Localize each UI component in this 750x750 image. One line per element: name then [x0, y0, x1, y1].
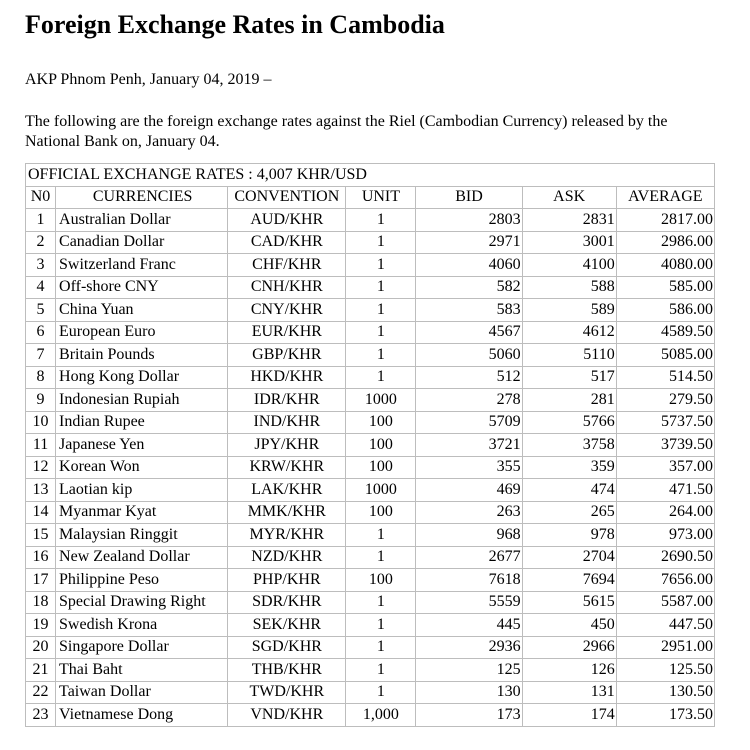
- ask-rate: 131: [522, 681, 616, 704]
- average-rate: 4080.00: [616, 254, 714, 277]
- bid-rate: 7618: [416, 569, 522, 592]
- average-rate: 586.00: [616, 299, 714, 322]
- table-row: [26, 321, 715, 344]
- ask-rate: 126: [522, 659, 616, 682]
- table-row: [26, 299, 715, 322]
- row-number: 23: [26, 704, 56, 727]
- currency-unit: 1: [346, 209, 416, 232]
- currency-unit: 1000: [346, 389, 416, 412]
- currency-name: Japanese Yen: [56, 434, 228, 457]
- exchange-rates-table-container: [25, 163, 715, 727]
- bid-rate: 469: [416, 479, 522, 502]
- currency-name: Singapore Dollar: [56, 636, 228, 659]
- ask-rate: 174: [522, 704, 616, 727]
- currency-unit: 1: [346, 344, 416, 367]
- row-number: 5: [26, 299, 56, 322]
- table-row: [26, 389, 715, 412]
- table-row: [26, 366, 715, 389]
- currency-convention: IDR/KHR: [228, 389, 346, 412]
- average-rate: 5737.50: [616, 411, 714, 434]
- bid-rate: 2803: [416, 209, 522, 232]
- header-convention: CONVENTION: [228, 186, 346, 209]
- average-rate: 173.50: [616, 704, 714, 727]
- currency-convention: LAK/KHR: [228, 479, 346, 502]
- row-number: 2: [26, 231, 56, 254]
- currency-name: European Euro: [56, 321, 228, 344]
- currency-unit: 1: [346, 276, 416, 299]
- currency-name: Vietnamese Dong: [56, 704, 228, 727]
- row-number: 6: [26, 321, 56, 344]
- bid-rate: 173: [416, 704, 522, 727]
- table-row: [26, 546, 715, 569]
- ask-rate: 978: [522, 524, 616, 547]
- bid-rate: 5060: [416, 344, 522, 367]
- ask-rate: 281: [522, 389, 616, 412]
- currency-convention: NZD/KHR: [228, 546, 346, 569]
- average-rate: 2817.00: [616, 209, 714, 232]
- row-number: 12: [26, 456, 56, 479]
- table-row: [26, 704, 715, 727]
- ask-rate: 2966: [522, 636, 616, 659]
- currency-name: Britain Pounds: [56, 344, 228, 367]
- ask-rate: 4612: [522, 321, 616, 344]
- currency-convention: CHF/KHR: [228, 254, 346, 277]
- row-number: 1: [26, 209, 56, 232]
- table-row: [26, 524, 715, 547]
- ask-rate: 7694: [522, 569, 616, 592]
- currency-unit: 1: [346, 636, 416, 659]
- row-number: 13: [26, 479, 56, 502]
- intro-paragraph: The following are the foreign exchange rates against the Riel (Cambodian Currency) released by the National Bank on, January 04.: [25, 113, 668, 150]
- header-average: AVERAGE: [616, 186, 714, 209]
- bid-rate: 130: [416, 681, 522, 704]
- table-row: [26, 569, 715, 592]
- currency-convention: JPY/KHR: [228, 434, 346, 457]
- currency-convention: CNY/KHR: [228, 299, 346, 322]
- bid-rate: 5709: [416, 411, 522, 434]
- currency-unit: 1: [346, 254, 416, 277]
- currency-convention: THB/KHR: [228, 659, 346, 682]
- currency-unit: 1: [346, 366, 416, 389]
- bid-rate: 445: [416, 614, 522, 637]
- average-rate: 357.00: [616, 456, 714, 479]
- bid-rate: 4060: [416, 254, 522, 277]
- currency-convention: SGD/KHR: [228, 636, 346, 659]
- average-rate: 130.50: [616, 681, 714, 704]
- exchange-rates-table: [25, 163, 715, 727]
- average-rate: 264.00: [616, 501, 714, 524]
- table-row: [26, 681, 715, 704]
- currency-unit: 1: [346, 321, 416, 344]
- currency-unit: 1,000: [346, 704, 416, 727]
- header-currencies: CURRENCIES: [56, 186, 228, 209]
- bid-rate: 2936: [416, 636, 522, 659]
- official-rate-caption: OFFICIAL EXCHANGE RATES : 4,007 KHR/USD: [26, 164, 715, 187]
- currency-unit: 1: [346, 299, 416, 322]
- table-row: [26, 344, 715, 367]
- currency-unit: 100: [346, 456, 416, 479]
- currency-name: Indonesian Rupiah: [56, 389, 228, 412]
- currency-name: Malaysian Ringgit: [56, 524, 228, 547]
- row-number: 18: [26, 591, 56, 614]
- article: [25, 10, 725, 152]
- bid-rate: 583: [416, 299, 522, 322]
- currency-name: Taiwan Dollar: [56, 681, 228, 704]
- bid-rate: 2971: [416, 231, 522, 254]
- bid-rate: 125: [416, 659, 522, 682]
- ask-rate: 2831: [522, 209, 616, 232]
- average-rate: 2690.50: [616, 546, 714, 569]
- row-number: 19: [26, 614, 56, 637]
- bid-rate: 4567: [416, 321, 522, 344]
- bid-rate: 3721: [416, 434, 522, 457]
- row-number: 3: [26, 254, 56, 277]
- currency-convention: VND/KHR: [228, 704, 346, 727]
- currency-convention: CNH/KHR: [228, 276, 346, 299]
- table-row: [26, 659, 715, 682]
- bid-rate: 968: [416, 524, 522, 547]
- average-rate: 447.50: [616, 614, 714, 637]
- average-rate: 279.50: [616, 389, 714, 412]
- average-rate: 585.00: [616, 276, 714, 299]
- currency-unit: 100: [346, 434, 416, 457]
- currency-convention: MYR/KHR: [228, 524, 346, 547]
- currency-unit: 100: [346, 569, 416, 592]
- table-row: [26, 501, 715, 524]
- table-body: [26, 209, 715, 727]
- bid-rate: 582: [416, 276, 522, 299]
- currency-name: Indian Rupee: [56, 411, 228, 434]
- currency-name: Swedish Krona: [56, 614, 228, 637]
- table-row: [26, 456, 715, 479]
- average-rate: 2951.00: [616, 636, 714, 659]
- currency-convention: SDR/KHR: [228, 591, 346, 614]
- row-number: 7: [26, 344, 56, 367]
- average-rate: 973.00: [616, 524, 714, 547]
- row-number: 17: [26, 569, 56, 592]
- bid-rate: 263: [416, 501, 522, 524]
- currency-unit: 1: [346, 614, 416, 637]
- bid-rate: 2677: [416, 546, 522, 569]
- table-caption-row: [26, 164, 715, 187]
- row-number: 10: [26, 411, 56, 434]
- ask-rate: 450: [522, 614, 616, 637]
- ask-rate: 5110: [522, 344, 616, 367]
- average-rate: 471.50: [616, 479, 714, 502]
- currency-name: Myanmar Kyat: [56, 501, 228, 524]
- currency-unit: 1000: [346, 479, 416, 502]
- currency-name: Philippine Peso: [56, 569, 228, 592]
- currency-convention: SEK/KHR: [228, 614, 346, 637]
- currency-unit: 1: [346, 546, 416, 569]
- average-rate: 514.50: [616, 366, 714, 389]
- table-row: [26, 254, 715, 277]
- currency-unit: 1: [346, 231, 416, 254]
- row-number: 20: [26, 636, 56, 659]
- ask-rate: 474: [522, 479, 616, 502]
- bid-rate: 355: [416, 456, 522, 479]
- table-row: [26, 276, 715, 299]
- ask-rate: 588: [522, 276, 616, 299]
- currency-convention: HKD/KHR: [228, 366, 346, 389]
- currency-unit: 100: [346, 411, 416, 434]
- row-number: 8: [26, 366, 56, 389]
- average-rate: 4589.50: [616, 321, 714, 344]
- currency-name: Switzerland Franc: [56, 254, 228, 277]
- header-unit: UNIT: [346, 186, 416, 209]
- row-number: 15: [26, 524, 56, 547]
- currency-unit: 1: [346, 524, 416, 547]
- dateline: AKP Phnom Penh, January 04, 2019 –: [25, 71, 272, 88]
- currency-name: Thai Baht: [56, 659, 228, 682]
- currency-name: Special Drawing Right: [56, 591, 228, 614]
- average-rate: 5085.00: [616, 344, 714, 367]
- ask-rate: 359: [522, 456, 616, 479]
- currency-convention: KRW/KHR: [228, 456, 346, 479]
- header-bid: BID: [416, 186, 522, 209]
- currency-name: Canadian Dollar: [56, 231, 228, 254]
- average-rate: 3739.50: [616, 434, 714, 457]
- currency-convention: EUR/KHR: [228, 321, 346, 344]
- ask-rate: 3758: [522, 434, 616, 457]
- ask-rate: 3001: [522, 231, 616, 254]
- currency-convention: CAD/KHR: [228, 231, 346, 254]
- ask-rate: 589: [522, 299, 616, 322]
- table-row: [26, 479, 715, 502]
- currency-convention: MMK/KHR: [228, 501, 346, 524]
- currency-convention: AUD/KHR: [228, 209, 346, 232]
- table-row: [26, 591, 715, 614]
- table-row: [26, 411, 715, 434]
- average-rate: 125.50: [616, 659, 714, 682]
- currency-name: Laotian kip: [56, 479, 228, 502]
- bid-rate: 512: [416, 366, 522, 389]
- ask-rate: 265: [522, 501, 616, 524]
- row-number: 22: [26, 681, 56, 704]
- currency-convention: TWD/KHR: [228, 681, 346, 704]
- ask-rate: 5766: [522, 411, 616, 434]
- header-no: N0: [26, 186, 56, 209]
- currency-name: Korean Won: [56, 456, 228, 479]
- currency-name: New Zealand Dollar: [56, 546, 228, 569]
- row-number: 9: [26, 389, 56, 412]
- table-header-row: [26, 186, 715, 209]
- currency-unit: 1: [346, 659, 416, 682]
- ask-rate: 4100: [522, 254, 616, 277]
- currency-name: Off-shore CNY: [56, 276, 228, 299]
- row-number: 16: [26, 546, 56, 569]
- currency-convention: GBP/KHR: [228, 344, 346, 367]
- bid-rate: 5559: [416, 591, 522, 614]
- currency-name: China Yuan: [56, 299, 228, 322]
- table-row: [26, 434, 715, 457]
- currency-unit: 1: [346, 591, 416, 614]
- header-ask: ASK: [522, 186, 616, 209]
- average-rate: 5587.00: [616, 591, 714, 614]
- table-row: [26, 636, 715, 659]
- row-number: 14: [26, 501, 56, 524]
- currency-convention: PHP/KHR: [228, 569, 346, 592]
- row-number: 21: [26, 659, 56, 682]
- row-number: 11: [26, 434, 56, 457]
- currency-name: Hong Kong Dollar: [56, 366, 228, 389]
- average-rate: 2986.00: [616, 231, 714, 254]
- page-title: Foreign Exchange Rates in Cambodia: [25, 10, 445, 39]
- currency-convention: IND/KHR: [228, 411, 346, 434]
- table-row: [26, 231, 715, 254]
- ask-rate: 517: [522, 366, 616, 389]
- row-number: 4: [26, 276, 56, 299]
- currency-unit: 1: [346, 681, 416, 704]
- currency-unit: 100: [346, 501, 416, 524]
- table-row: [26, 614, 715, 637]
- currency-name: Australian Dollar: [56, 209, 228, 232]
- ask-rate: 2704: [522, 546, 616, 569]
- ask-rate: 5615: [522, 591, 616, 614]
- bid-rate: 278: [416, 389, 522, 412]
- average-rate: 7656.00: [616, 569, 714, 592]
- table-row: [26, 209, 715, 232]
